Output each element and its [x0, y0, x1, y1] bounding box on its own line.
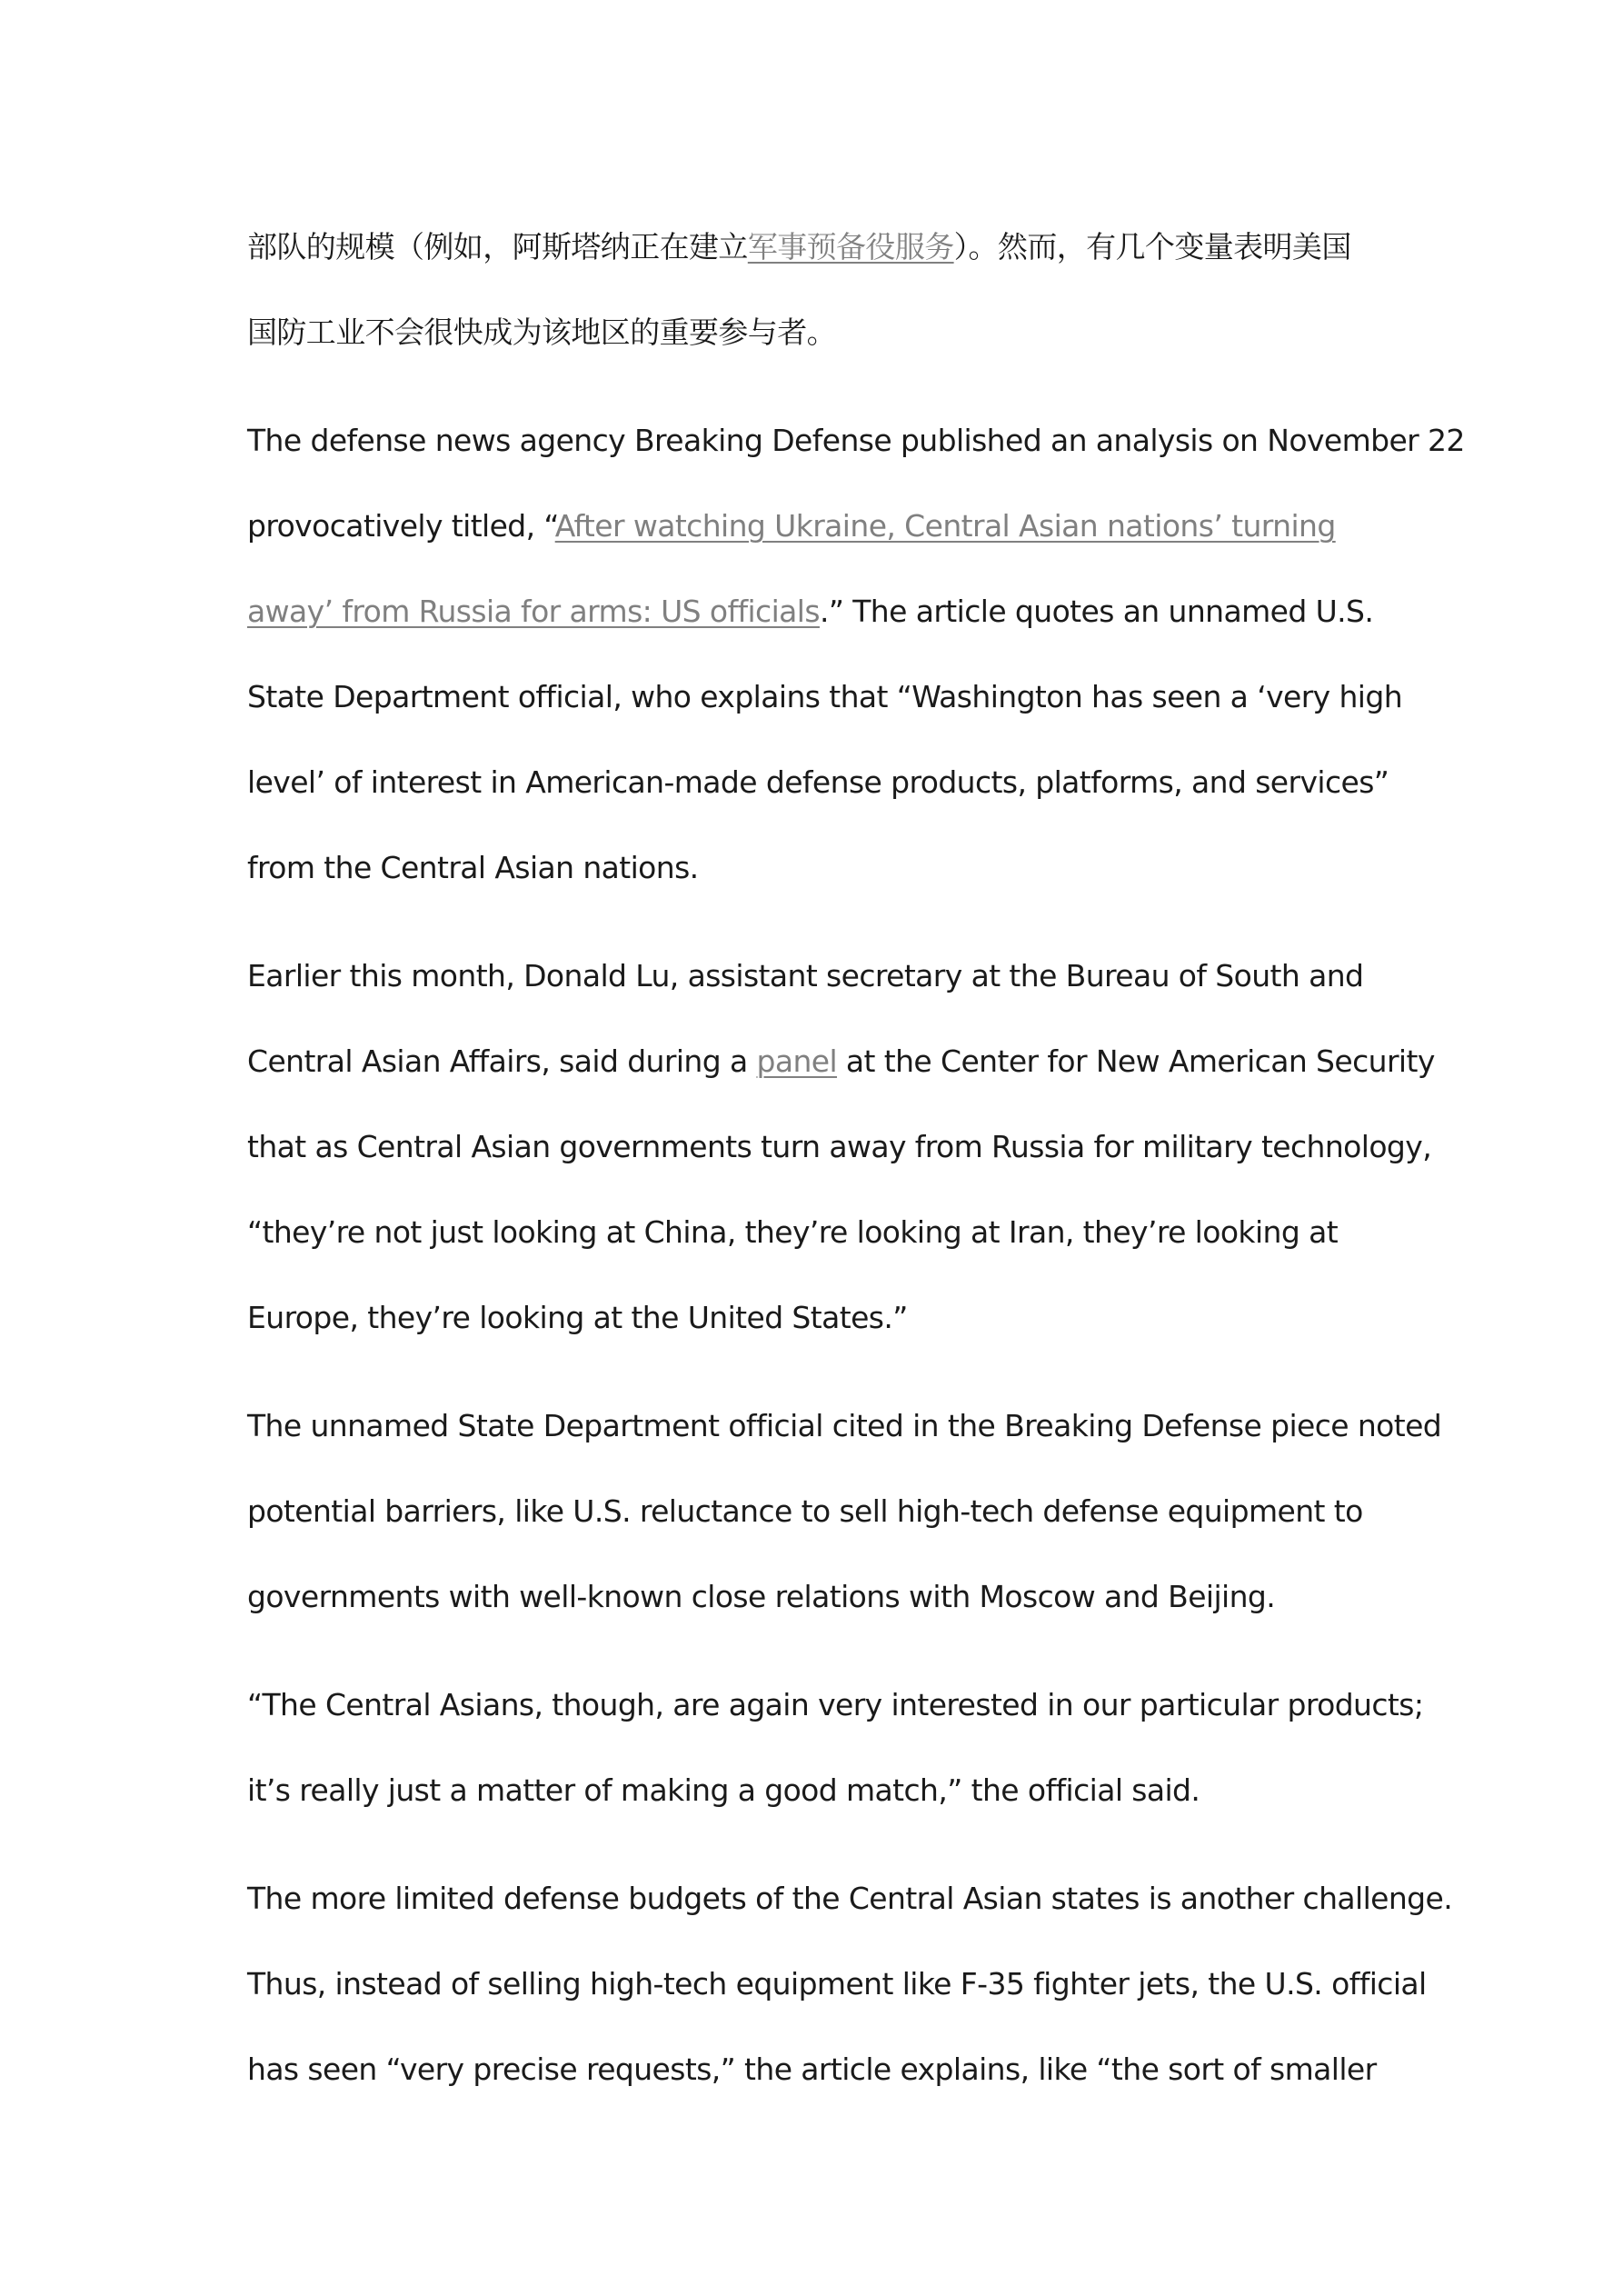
text-segment: at the Center for New American Security [837, 1043, 1435, 1079]
hyperlink[interactable]: 军事预备役服务 [747, 229, 954, 265]
text-segment: that as Central Asian governments turn away from Russia for military technology, [247, 1129, 1432, 1164]
text-segment: The more limited defense budgets of the Central Asian states is another challenge. [247, 1881, 1453, 1916]
text-segment: Earlier this month, Donald Lu, assistant secretary at the Bureau of South and [247, 958, 1364, 993]
paragraph [247, 1383, 1442, 1640]
paragraph [247, 1662, 1424, 1833]
paragraph [247, 205, 1401, 375]
text-line [247, 740, 1401, 825]
text-segment: potential barriers, like U.S. reluctance to sell high-tech defense equipment to [247, 1493, 1363, 1529]
article-body [247, 205, 1465, 2135]
text-segment: from the Central Asian nations. [247, 850, 699, 885]
text-line [247, 1275, 1401, 1361]
text-segment: State Department official, who explains that “Washington has seen a ‘very high [247, 679, 1403, 714]
text-segment: it’s really just a matter of making a good match,” the official said. [247, 1772, 1200, 1808]
paragraph [247, 398, 1465, 911]
text-line [247, 933, 1401, 1019]
text-segment: Thus, instead of selling high-tech equipment like F-35 fighter jets, the U.S. official [247, 1966, 1427, 2002]
text-line [247, 1856, 1453, 1942]
paragraph [247, 1856, 1453, 2112]
text-segment: .” The article quotes an unnamed U.S. [819, 594, 1374, 629]
text-segment: level’ of interest in American-made defense products, platforms, and services” [247, 764, 1389, 800]
text-line [247, 1104, 1432, 1190]
text-line [247, 1662, 1424, 1748]
text-line [247, 290, 1401, 375]
hyperlink[interactable]: After watching Ukraine, Central Asian nations’ turning [554, 508, 1336, 544]
text-segment: Europe, they’re looking at the United States.” [247, 1300, 908, 1335]
text-segment: provocatively titled, “ [247, 508, 555, 544]
text-line [247, 484, 1401, 569]
text-segment: “The Central Asians, though, are again very interested in our particular products; [247, 1687, 1424, 1722]
text-line [247, 1383, 1442, 1469]
text-line [247, 205, 1401, 290]
text-segment: 国防工业不会很快成为该地区的重要参与者。 [247, 314, 837, 350]
text-line [247, 1942, 1427, 2027]
hyperlink[interactable]: panel [756, 1043, 838, 1079]
text-line [247, 825, 1401, 911]
text-line [247, 654, 1401, 740]
text-segment: 部队的规模（例如，阿斯塔纳正在建立 [247, 229, 748, 265]
text-segment: The defense news agency Breaking Defense published an analysis on November 22 [247, 423, 1465, 458]
text-line [247, 1469, 1401, 1554]
text-line [247, 1748, 1401, 1833]
text-segment: has seen “very precise requests,” the article explains, like “the sort of smaller [247, 2051, 1377, 2087]
text-line [247, 569, 1401, 654]
text-line [247, 2027, 1401, 2112]
text-segment: ）。然而，有几个变量表明美国 [953, 229, 1351, 265]
text-segment: “they’re not just looking at China, they’re looking at Iran, they’re looking at [247, 1214, 1339, 1250]
text-line [247, 1554, 1401, 1640]
text-line [247, 398, 1465, 484]
text-line [247, 1190, 1401, 1275]
hyperlink[interactable]: away’ from Russia for arms: US officials [247, 594, 820, 629]
text-line [247, 1019, 1435, 1104]
text-segment: governments with well-known close relations with Moscow and Beijing. [247, 1579, 1276, 1614]
text-segment: Central Asian Affairs, said during a [247, 1043, 757, 1079]
paragraph [247, 933, 1435, 1361]
text-segment: The unnamed State Department official cited in the Breaking Defense piece noted [247, 1408, 1442, 1443]
